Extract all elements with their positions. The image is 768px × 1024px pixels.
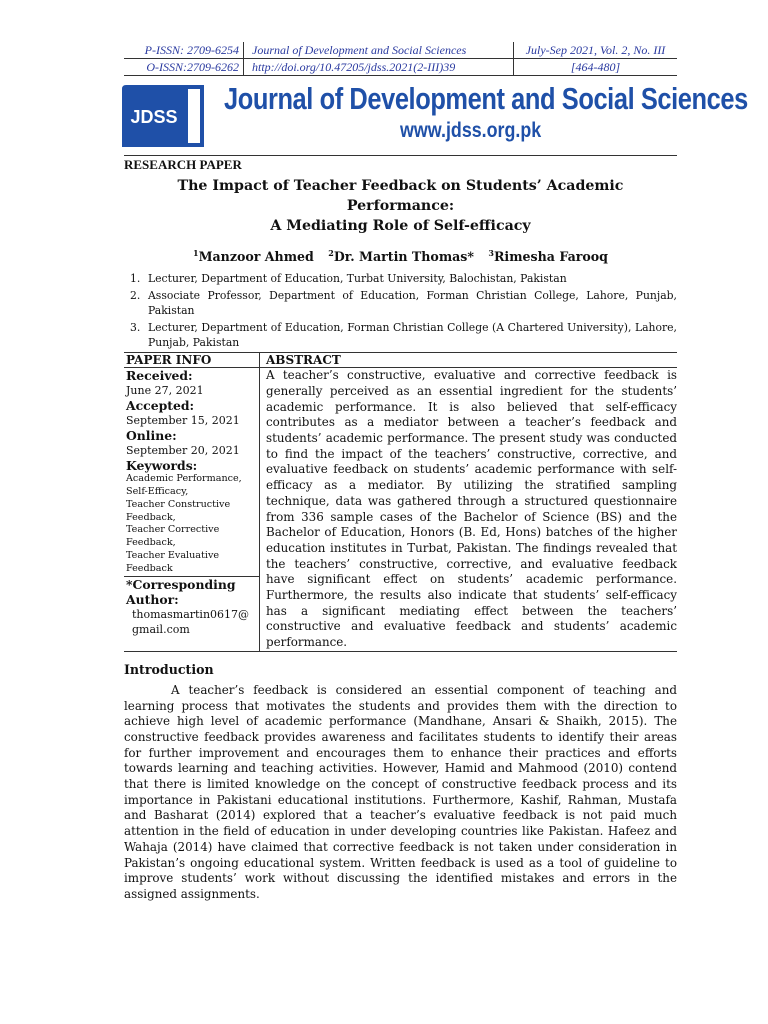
accepted-label: Accepted: — [126, 398, 195, 414]
received-label: Received: — [126, 368, 193, 384]
jdss-logo — [120, 83, 208, 149]
received-date: June 27, 2021 — [126, 384, 204, 398]
affiliation-list — [124, 271, 677, 350]
paper-info-table — [124, 352, 677, 652]
journal-url[interactable]: www.jdss.org.pk — [400, 119, 542, 142]
online-date: September 20, 2021 — [126, 444, 240, 458]
issue-info: July-Sep 2021, Vol. 2, No. III — [525, 43, 666, 57]
affiliation-number: 2. — [130, 289, 141, 303]
journal-title-meta: Journal of Development and Social Sciences — [244, 42, 514, 58]
author-2-sup: 2 — [328, 248, 334, 258]
oissn: O-ISSN:2709-6262 — [124, 58, 244, 75]
banner-divider — [124, 155, 677, 156]
corresponding-author-label: *Corresponding Author: — [126, 576, 236, 607]
pissn: P-ISSN: 2709-6254 — [124, 42, 244, 58]
keywords-label: Keywords: — [126, 458, 198, 474]
logo-text: JDSS — [130, 107, 178, 127]
doi-link[interactable]: http://doi.org/10.47205/jdss.2021(2-III)39 — [244, 58, 514, 75]
paper-title — [124, 176, 677, 236]
author-1-sup: 1 — [192, 248, 199, 258]
affiliation-text: Lecturer, Department of Education, Forman Christian College (A Chartered University), Lahore, Punjab, Pakistan — [148, 321, 677, 350]
journal-meta-header — [124, 42, 677, 76]
paper-page — [124, 42, 748, 903]
author-list — [124, 248, 677, 264]
keyword: Self-Efficacy, — [126, 485, 189, 497]
title-line-1: The Impact of Teacher Feedback on Students’ Academic Performance: — [177, 178, 624, 214]
author-1: Manzoor Ahmed — [198, 249, 314, 265]
introduction-paragraph: A teacher’s feedback is considered an essential component of teaching and learning process that motivates the students and provides them with the direction to achieve high level of academic performance (Mandhane, Ansari & Shaikh, 2015). The constructive feedback provides awareness and facilitates students to identify their areas for further improvement and encourages them to enhance their practices and efforts towards learning and teaching activities. However, Hamid and Mahmood (2010) contend that there is limited knowledge on the concept of constructive feedback process and its importance in Pakistani educational institutions. Furthermore, Kashif, Rahman, Mustafa and Basharat (2014) explored that a teacher’s evaluative feedback is not paid much attention in the field of education in under developing countries like Pakistan. Hafeez and Wahaja (2014) have claimed that corrective feedback is not taken under consideration in Pakistan’s ongoing educational system. Written feedback is used as a tool of guideline to improve students’ work without discussing the identified mistakes and errors in the assigned assignments. — [124, 682, 677, 901]
online-label: Online: — [126, 428, 177, 444]
title-line-2: A Mediating Role of Self-efficacy — [270, 218, 531, 234]
accepted-date: September 15, 2021 — [126, 414, 240, 428]
keyword: Teacher Constructive Feedback, — [126, 498, 231, 523]
journal-banner — [124, 81, 748, 155]
journal-name-banner: Journal of Development and Social Sciences — [224, 81, 748, 116]
introduction-heading: Introduction — [124, 661, 214, 677]
keyword: Teacher Corrective Feedback, — [126, 524, 220, 549]
author-3-sup: 3 — [488, 248, 494, 258]
page-range: [464-480] — [514, 58, 677, 75]
affiliation-text: Lecturer, Department of Education, Turbat University, Balochistan, Pakistan — [148, 272, 567, 286]
keyword: Teacher Evaluative Feedback — [126, 549, 220, 574]
abstract-header: ABSTRACT — [260, 353, 677, 368]
paper-info-header: PAPER INFO — [124, 353, 260, 368]
affiliation-item — [124, 320, 677, 350]
paper-info-column — [124, 368, 260, 651]
affiliation-number: 1. — [130, 272, 141, 286]
affiliation-text: Associate Professor, Department of Education, Forman Christian College, Lahore, Punjab, Pakistan — [148, 289, 677, 318]
keyword: Academic Performance, — [126, 473, 242, 485]
affiliation-item — [124, 288, 677, 318]
affiliation-number: 3. — [130, 321, 141, 335]
corresponding-email[interactable]: thomasmartin0617@ gmail.com — [132, 607, 250, 636]
article-type: RESEARCH PAPER — [124, 157, 242, 172]
abstract-text: A teacher’s constructive, evaluative and corrective feedback is generally perceived as an essential ingredient for the students’ academic performance. It is also believed that self-efficacy contributes as a mediator between a teacher’s feedback and students’ academic performance. The present study was conducted to find the impact of the teachers’ constructive, corrective, and evaluative feedback on students’ academic performance with self-efficacy as a mediator. By utilizing the stratified sampling technique, data was gathered through a structured questionnaire from 336 sample cases of the Bachelor of Science (BS) and the Bachelor of Education, Honors (B. Ed, Hons) batches of the higher education institutes in Turbat, Pakistan. The findings revealed that the teachers’ constructive, corrective, and evaluative feedback have significant effect on students’ academic performance. Furthermore, the results also indicate that students’ self-efficacy has a significant mediating effect between the teachers’ constructive and evaluative feedback and students’ academic performance. — [266, 368, 677, 650]
affiliation-item — [124, 271, 677, 286]
author-2: Dr. Martin Thomas* — [333, 249, 474, 265]
author-3: Rimesha Farooq — [493, 249, 608, 265]
